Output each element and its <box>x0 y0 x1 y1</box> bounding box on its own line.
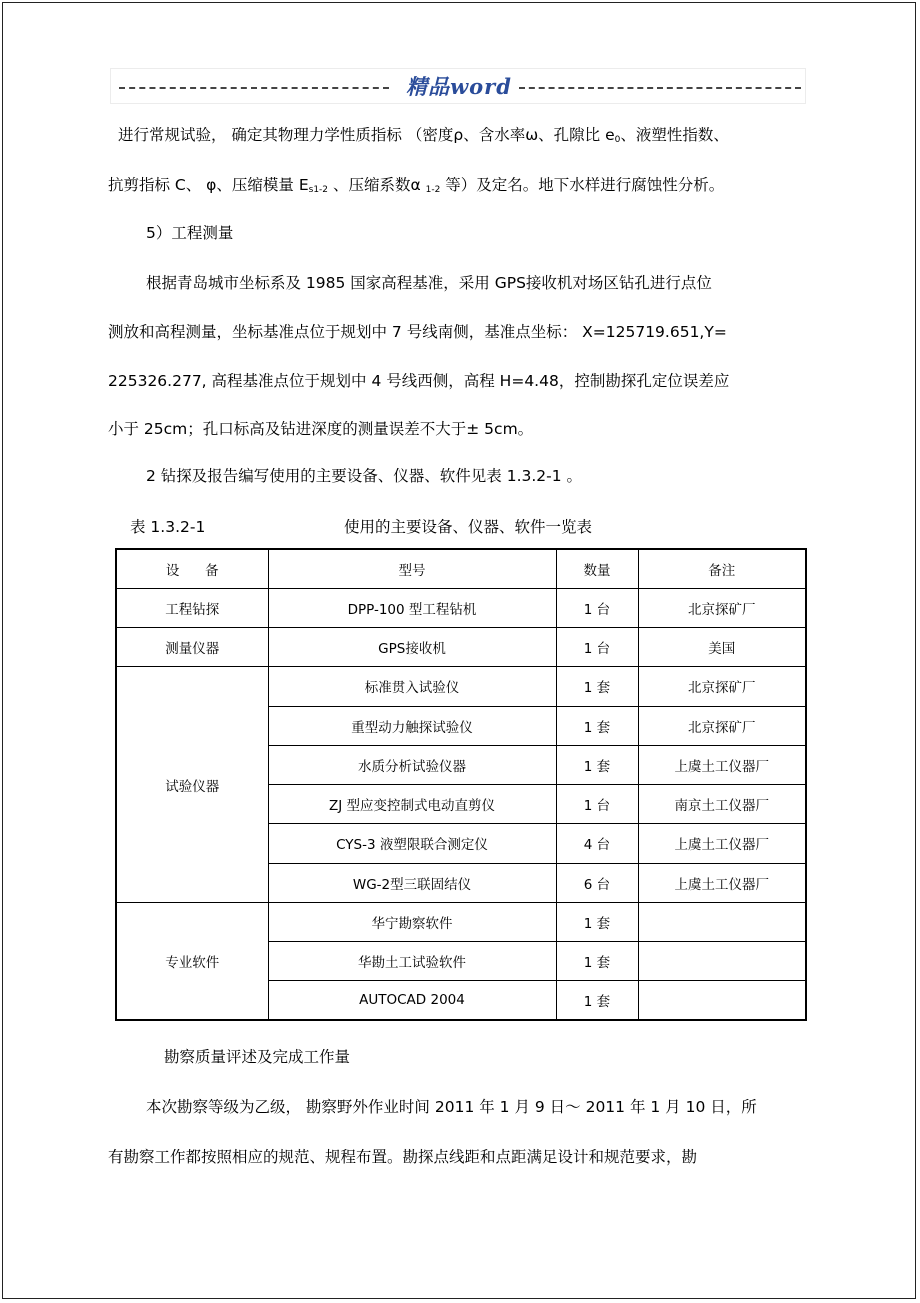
qty-cell: 1 台 <box>556 588 638 627</box>
model-cell: AUTOCAD 2004 <box>268 981 556 1020</box>
table-header-row <box>116 549 806 588</box>
header-dash-left <box>119 87 389 89</box>
qty-cell: 1 套 <box>556 706 638 745</box>
note-cell: 上虞土工仪器厂 <box>638 863 806 902</box>
model-cell: WG-2型三联固结仪 <box>268 863 556 902</box>
model-cell: 水质分析试验仪器 <box>268 745 556 784</box>
model-cell: GPS接收机 <box>268 628 556 667</box>
note-cell: 北京探矿厂 <box>638 667 806 706</box>
header-cell-quantity: 数量 <box>556 549 638 588</box>
paragraph-quality-line1: 本次勘察等级为乙级， 勘察野外作业时间 2011 年 1 月 9 日～ 2011 年 1 月 10 日，所 <box>146 1098 757 1116</box>
qty-cell: 1 套 <box>556 667 638 706</box>
note-cell: 美国 <box>638 628 806 667</box>
note-cell: 北京探矿厂 <box>638 588 806 627</box>
model-cell: 标准贯入试验仪 <box>268 667 556 706</box>
qty-cell: 1 套 <box>556 745 638 784</box>
section-heading-quality: 勘察质量评述及完成工作量 <box>164 1048 351 1066</box>
subscript: 1-2 <box>425 185 441 195</box>
paragraph-text: 等）及定名。地下水样进行腐蚀性分析。 <box>440 176 725 194</box>
subscript: 0 <box>614 135 621 145</box>
note-cell <box>638 942 806 981</box>
paragraph-equipment-intro: 2 钻探及报告编写使用的主要设备、仪器、软件见表 1.3.2-1 。 <box>146 467 583 485</box>
qty-cell: 1 套 <box>556 981 638 1020</box>
note-cell <box>638 902 806 941</box>
subscript: s1-2 <box>308 185 329 195</box>
paragraph-text: 、液塑性指数、 <box>620 126 729 144</box>
note-cell: 北京探矿厂 <box>638 706 806 745</box>
qty-cell: 1 套 <box>556 902 638 941</box>
paragraph-survey-line3: 225326.277, 高程基准点位于规划中 4 号线西侧，高程 H=4.48，控制勘探孔定位误差应 <box>108 372 730 390</box>
model-cell: ZJ 型应变控制式电动直剪仪 <box>268 785 556 824</box>
header-cell-model: 型号 <box>268 549 556 588</box>
table-row <box>116 902 806 941</box>
table-row <box>116 667 806 706</box>
header-title: 精品word <box>406 74 512 99</box>
note-cell: 上虞土工仪器厂 <box>638 745 806 784</box>
paragraph-quality-line2: 有勘察工作都按照相应的规范、规程布置。勘探点线距和点距满足设计和规范要求，勘 <box>108 1148 698 1166</box>
paragraph-survey-line1: 根据青岛城市坐标系及 1985 国家高程基准，采用 GPS接收机对场区钻孔进行点位 <box>146 274 712 292</box>
page-header <box>110 68 806 104</box>
table-caption-title: 使用的主要设备、仪器、软件一览表 <box>344 518 593 536</box>
model-cell: 华勘土工试验软件 <box>268 942 556 981</box>
paragraph-text: 进行常规试验， 确定其物理力学性质指标 （密度ρ、含水率ω、孔隙比 e <box>118 126 615 144</box>
paragraph-shear-indices <box>108 174 724 201</box>
qty-cell: 1 台 <box>556 628 638 667</box>
qty-cell: 6 台 <box>556 863 638 902</box>
table-row <box>116 628 806 667</box>
paragraph-text: 抗剪指标 C、 φ、压缩模量 E <box>108 176 309 194</box>
note-cell: 南京土工仪器厂 <box>638 785 806 824</box>
paragraph-survey-line4: 小于 25cm；孔口标高及钻进深度的测量误差不大于± 5cm。 <box>108 420 534 438</box>
model-cell: CYS-3 液塑限联合测定仪 <box>268 824 556 863</box>
paragraph-test-indices <box>118 124 729 151</box>
model-cell: 华宁勘察软件 <box>268 902 556 941</box>
qty-cell: 1 台 <box>556 785 638 824</box>
paragraph-survey-line2: 测放和高程测量，坐标基准点位于规划中 7 号线南侧，基准点坐标： X=125719.651,Y= <box>108 323 727 341</box>
header-cell-equipment: 设 备 <box>116 549 268 588</box>
section-heading-survey: 5）工程测量 <box>146 224 234 242</box>
header-cell-note: 备注 <box>638 549 806 588</box>
group-cell-test: 试验仪器 <box>116 667 268 903</box>
equipment-table <box>115 548 807 1021</box>
qty-cell: 4 台 <box>556 824 638 863</box>
header-dash-right <box>519 87 801 89</box>
qty-cell: 1 套 <box>556 942 638 981</box>
note-cell <box>638 981 806 1020</box>
table-caption-number: 表 1.3.2-1 <box>130 518 206 536</box>
group-cell-drill: 工程钻探 <box>116 588 268 627</box>
group-cell-software: 专业软件 <box>116 902 268 1020</box>
table-row <box>116 588 806 627</box>
group-cell-survey: 测量仪器 <box>116 628 268 667</box>
paragraph-text: 、压缩系数α <box>328 176 426 194</box>
model-cell: 重型动力触探试验仪 <box>268 706 556 745</box>
note-cell: 上虞土工仪器厂 <box>638 824 806 863</box>
model-cell: DPP-100 型工程钻机 <box>268 588 556 627</box>
